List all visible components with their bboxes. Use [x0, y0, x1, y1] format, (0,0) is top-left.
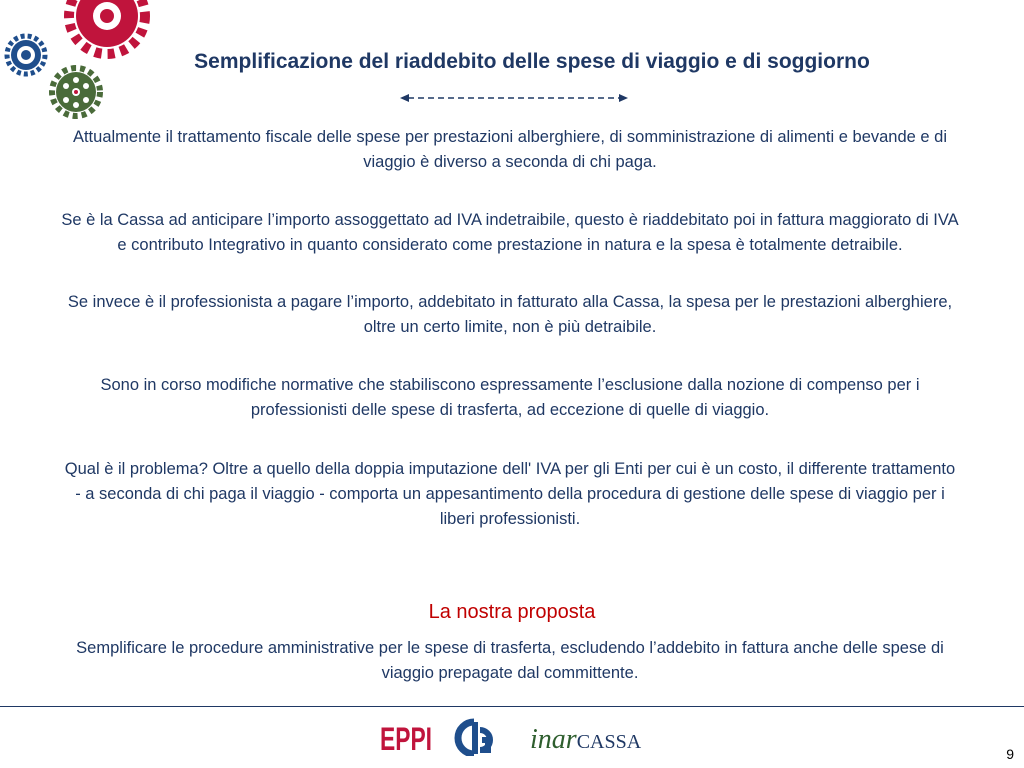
cassa-mark-logo	[458, 722, 490, 754]
double-arrow-icon	[400, 90, 628, 106]
paragraph-normative-changes: Sono in corso modifiche normative che stabiliscono espressamente l’esclusione dalla nozione di compenso per i professionisti delle spese di trasferta, ad eccezione di quelle di viaggio.	[100, 376, 920, 419]
proposal-heading: La nostra proposta	[428, 601, 596, 623]
paragraph-current-treatment: Attualmente il trattamento fiscale delle spese per prestazioni alberghiere, di somministrazione di alimenti e bevande e di viaggio è diverso a seconda di chi paga.	[72, 128, 948, 171]
eppi-logo: EPPI	[380, 721, 432, 756]
paragraph-problem: Qual è il problema? Oltre a quello della doppia imputazione dell' IVA per gli Enti per cui è un costo, il differente trattamento - a seconda di chi paga il viaggio - comporta un appesantimento della procedura di gestione delle spese di viaggio per i liberi professionisti.	[64, 460, 956, 528]
footer-divider	[0, 706, 1024, 707]
inarcassa-logo: inarCASSA	[530, 724, 642, 755]
paragraph-professional-pays: Se invece è il professionista a pagare l’importo, addebitato in fatturato alla Cassa, la spesa per le prestazioni alberghiere, oltre un certo limite, non è più detraibile.	[67, 293, 953, 336]
proposal-text: Semplificare le procedure amministrative per le spese di trasferta, escludendo l’addebito in fattura anche delle spese di viaggio prepagate dal committente.	[76, 639, 944, 682]
page-number: 9	[1006, 746, 1014, 762]
footer-logos	[380, 716, 680, 756]
paragraph-cassa-pays: Se è la Cassa ad anticipare l’importo assoggettato ad IVA indetraibile, questo è riaddebitato poi in fattura maggiorato di IVA e contributo Integrativo in quanto considerato come prestazione in natura e la spesa è totalmente detraibile.	[61, 211, 959, 254]
slide-title: Semplificazione del riaddebito delle spese di viaggio e di soggiorno	[194, 50, 870, 73]
